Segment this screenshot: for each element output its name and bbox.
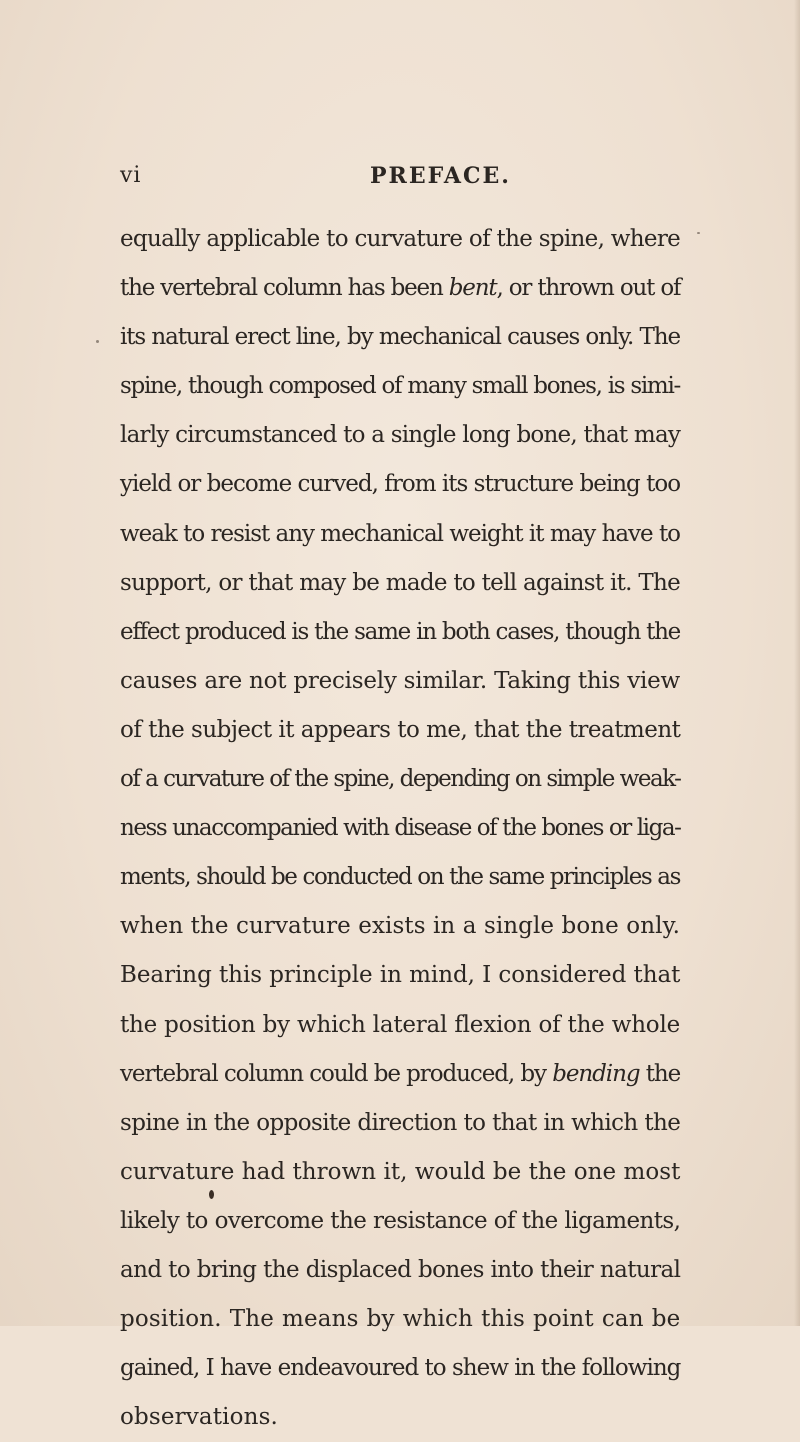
text-line: larly circumstanced to a single long bone, that may xyxy=(120,422,681,449)
text-line xyxy=(120,1050,680,1099)
text-segment: the xyxy=(639,1060,681,1087)
page-edge-shadow xyxy=(794,0,800,1326)
running-head: PREFACE. xyxy=(370,163,511,189)
text-line: weak to resist any mechanical weight it may have to xyxy=(120,520,680,547)
text-segment: vertebral column could be produced, by xyxy=(120,1060,553,1087)
text-line: spine in the opposite direction to that in which the xyxy=(120,1109,681,1136)
text-line: likely to overcome the resistance of the ligaments, xyxy=(120,1207,681,1234)
text-line: position. The means by which this point can be xyxy=(120,1306,681,1333)
text-line: Bearing this principle in mind, I considered that xyxy=(120,962,681,989)
page-number: vi xyxy=(120,163,142,188)
emphasis-bent: bent xyxy=(448,275,497,302)
body-text xyxy=(120,215,680,1442)
text-line: of a curvature of the spine, depending on simple weak- xyxy=(120,766,681,793)
ink-speck xyxy=(697,232,700,234)
text-segment: , or thrown out of xyxy=(496,275,681,302)
text-line: its natural erect line, by mechanical causes only. The xyxy=(120,324,680,351)
text-line: equally applicable to curvature of the spine, where xyxy=(120,226,681,252)
text-line: ness unaccompanied with disease of the bones or liga- xyxy=(120,815,681,842)
text-line: ments, should be conducted on the same principles as xyxy=(120,864,680,891)
text-line: gained, I have endeavoured to shew in the following xyxy=(120,1355,681,1382)
ink-speck xyxy=(209,1190,214,1199)
text-line: of the subject it appears to me, that the treatment xyxy=(120,716,681,743)
text-line: when the curvature exists in a single bone only. xyxy=(120,913,680,940)
text-line: observations. xyxy=(120,1404,279,1431)
text-line xyxy=(120,264,680,313)
text-line: effect produced is the same in both cases, though the xyxy=(120,618,681,645)
text-line: and to bring the displaced bones into their natural xyxy=(120,1256,681,1283)
text-line: the position by which lateral flexion of the whole xyxy=(120,1011,680,1038)
text-line: yield or become curved, from its structure being too xyxy=(120,471,681,498)
text-line: support, or that may be made to tell against it. The xyxy=(120,569,680,596)
text-line: spine, though composed of many small bones, is simi- xyxy=(120,373,680,400)
text-line: causes are not precisely similar. Taking this view xyxy=(120,667,680,694)
page-header xyxy=(120,163,680,203)
ink-speck xyxy=(96,340,99,343)
text-segment: the vertebral column has been xyxy=(120,275,449,302)
text-line: curvature had thrown it, would be the one most xyxy=(120,1158,681,1185)
emphasis-bending: bending xyxy=(552,1060,640,1087)
